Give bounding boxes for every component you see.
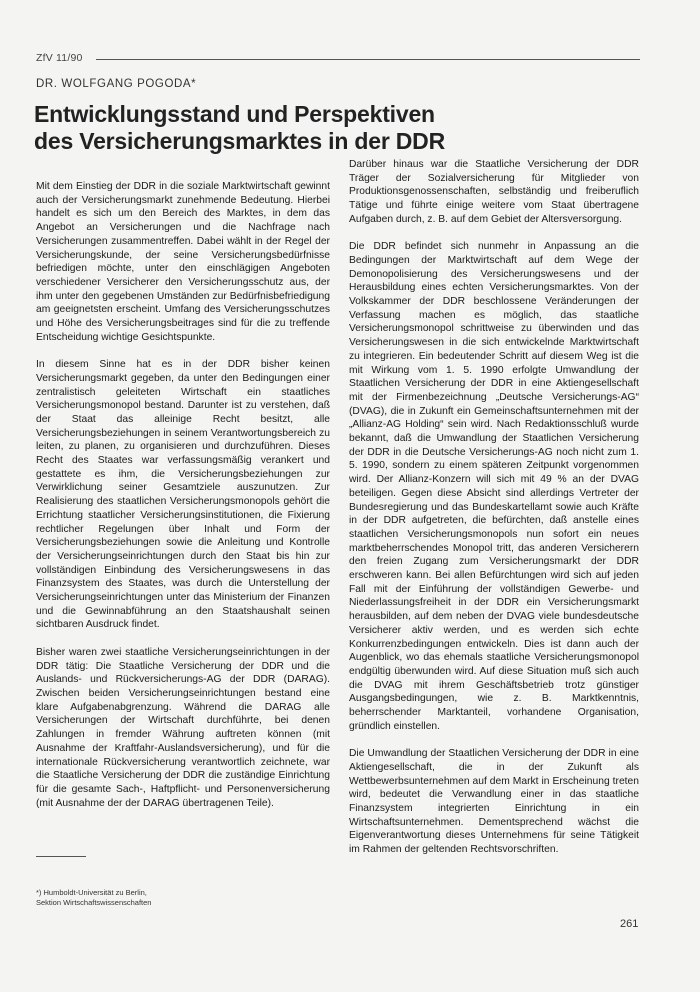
title-line-1: Entwicklungsstand und Perspektiven <box>34 101 435 127</box>
left-column <box>36 180 330 824</box>
left-paragraph-2: In diesem Sinne hat es in der DDR bisher keinen Versicherungsmarkt gegeben, da unter den Bedingungen einer zentralistisch geleiteten Wirtschaft ein staatliches Versicherungsmonopol bestand. Darunter ist zu verstehen, daß der Staat das alleinige Recht besitzt, alle Versicherungsbeziehungen in seinem Verantwortungsbereich zu leiten, zu planen, zu organisieren und durchzuführen. Dieses Recht des Staates war verfassungsmäßig verankert und gestattete es ihm, die Versicherungsbeziehungen zur Verwirklichung seiner Gesamtziele auszunutzen. Zur Realisierung des staatlichen Versicherungsmonopols gehört die Errichtung staatlicher Versicherungsinstitutionen, die Fixierung rechtlicher Regelungen über Inhalt und Form der Versicherungsbeziehungen sowie die Anleitung und Kontrolle der Versicherungseinrichtungen durch den Staat bis hin zur vollständigen Einbindung des Versicherungswesens in das Finanzsystem des Staates, was durch die Unterstellung der Versicherungseinrichtungen unter das Ministerium der Finanzen und die Gewinnabführung an den Staatshaushalt seinen sichtbaren Ausdruck findet. <box>36 359 330 631</box>
right-column <box>349 158 639 871</box>
author-name: DR. WOLFGANG POGODA* <box>36 78 197 90</box>
page-number: 261 <box>620 918 639 930</box>
right-paragraph-1: Darüber hinaus war die Staatliche Versicherung der DDR Träger der Sozialversicherung für Mitglieder von Produktionsgenossenschaften, selbständig und freiberuflich Tätige und führte einige weitere vom Staat übertragene Aufgaben durch, z. B. auf dem Gebiet der Altersversorgung. <box>349 159 639 225</box>
footnote-rule <box>36 856 86 857</box>
title-line-2: des Versicherungsmarktes in der DDR <box>34 128 445 154</box>
footnote-line-1: *) Humboldt-Universität zu Berlin, <box>36 888 147 897</box>
left-paragraph-3: Bisher waren zwei staatliche Versicherungseinrichtungen in der DDR tätig: Die Staatliche Versicherung der DDR und die Auslands- und Rückversicherungs-AG der DDR (DARAG). Zwischen beiden Versicherungseinrichtungen bestand eine klare Aufgabenabgrenzung. Während die DARAG alle Versicherungen der Wirtschaft durchführte, bei denen Zahlungen in fremder Währung auftreten können (mit Ausnahme der Kraftfahr-Auslandsversicherung), und für die internationale Rückversicherung verantwortlich zeichnete, war die Staatliche Versicherung der DDR die zuständige Einrichtung für die gesamte Sach-, Haftpflicht- und Personenversicherung (mit Ausnahme der der DARAG übertragenen Teile). <box>36 646 330 809</box>
right-paragraph-2: Die DDR befindet sich nunmehr in Anpassung an die Bedingungen der Marktwirtschaft auf dem Wege der Demonopolisierung des Versicherungswesens und der Herausbildung eines echten Versicherungsmarktes. Von der Volkskammer der DDR beschlossene Veränderungen der Verfassung machen es möglich, das staatliche Versicherungsmonopol schrittweise zu überwinden und das Versicherungswesen in die sich entwickelnde Marktwirtschaft zu integrieren. Ein bedeutender Schritt auf diesem Weg ist die mit Wirkung vom 1. 5. 1990 erfolgte Umwandlung der Staatlichen Versicherung der DDR in eine Aktiengesellschaft mit der Firmenbezeichnung „Deutsche Versicherungs-AG“ (DVAG), die in Zukunft ein Gemeinschaftsunternehmen mit der „Allianz-AG Holding“ sein wird. Nach Redaktionsschluß wurde bekannt, daß die Umwandlung der Staatlichen Versicherung der DDR in die Deutsche Versicherungs-AG noch nicht zum 1. 5. 1990, sondern zu einem späteren Zeitpunkt vorgenommen wird. Der Allianz-Konzern will sich mit 49 % an der DVAG beteiligen. Gegen diese Absicht sind allerdings Vertreter der Bundesregierung und das Bundeskartellamt sowie auch Kräfte in der DDR aufgetreten, die befürchten, daß anstelle eines staatlichen Versicherungsmonopols nun sofort ein neues marktbeherrschendes Monopol tritt, das anderen Versicherern den freien Zugang zum Versicherungsmarkt der DDR erschweren kann. Bei allen Befürchtungen wird sich auf jeden Fall mit der Einführung der vollständigen Gewerbe- und Niederlassungsfreiheit in der DDR ein Versicherungsmarkt herausbilden, auf dem neben der DVAG viele bundesdeutsche Versicherer aktiv werden, und es werden sich echte Konkurrenzbedingungen entwickeln. Dies ist dann auch der Augenblick, wo das ehemals staatliche Versicherungsmonopol endgültig überwunden wird. Auf diese Situation muß sich auch die DVAG mit ihrem Geschäftsbetrieb trotz günstiger Ausgangsbedingungen, wie z. B. Marktkenntnis, beherrschender Marktanteil, vorhandene Organisation, gründlich einstellen. <box>349 241 639 732</box>
article-title <box>34 101 654 155</box>
left-paragraph-1: Mit dem Einstieg der DDR in die soziale Marktwirtschaft gewinnt auch der Versicherungsmarkt zunehmende Bedeutung. Hierbei handelt es sich um den Bereich des Marktes, in dem das Angebot an Versicherungen und die Nachfrage nach Versicherungen zusammentreffen. Dabei wählt in der Regel der Versicherungskunde, der seine Versicherungsbedürfnisse befriedigen möchte, unter den einschlägigen Angeboten verschiedener Versicherer den Versicherungsschutz aus, der ihm unter den gegebenen Umständen zur Bedürfnisbefriedigung am geeignetsten erscheint. Umfang des Versicherungsschutzes und Höhe des Versicherungsbeitrages sind für die zu treffende Entscheidung wichtige Gesichtspunkte. <box>36 181 330 343</box>
header-rule <box>96 59 640 60</box>
footnote-line-2: Sektion Wirtschaftswissenschaften <box>36 898 152 907</box>
footnote <box>36 888 296 908</box>
journal-reference: ZfV 11/90 <box>36 52 83 64</box>
right-paragraph-3: Die Umwandlung der Staatlichen Versicherung der DDR in eine Aktiengesellschaft, die in der Zukunft als Wettbewerbsunternehmen auf dem Markt in Erscheinung treten wird, bedeutet die Verwandlung einer in das staatliche Finanzsystem integrierten Einrichtung in ein Wirtschaftsunternehmen. Dementsprechend wächst die Eigenverantwortung dieses Unternehmens für seine Tätigkeit im Rahmen der geltenden Rechtsvorschriften. <box>349 748 639 856</box>
